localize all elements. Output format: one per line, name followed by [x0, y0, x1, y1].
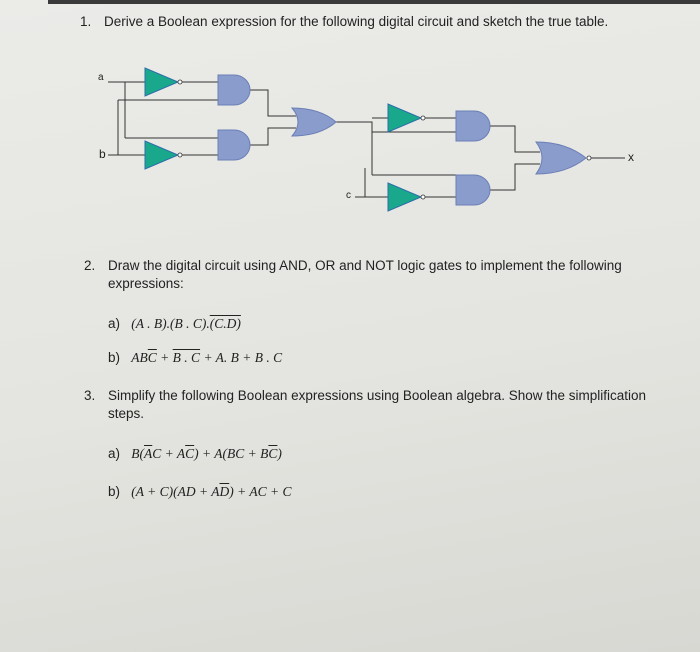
- and-gates: [218, 75, 490, 205]
- q2-b-expr-p3: + A. B + B . C: [200, 350, 283, 365]
- q3-a-p2-bar: $\overline{C}$: [185, 446, 195, 461]
- q3-a-p3: ) + A(BC + B: [194, 446, 269, 461]
- q2-b-expr-p2-bar: B . C: [172, 350, 201, 365]
- circuit-wires: [108, 82, 625, 197]
- q3-b-p1: (A + C)(AD + A: [131, 484, 220, 499]
- buffer-gate-3: [388, 104, 421, 132]
- q3-b-item: [108, 484, 291, 500]
- q3-a-label: a): [108, 446, 121, 461]
- q2-text-line2: expressions:: [108, 276, 184, 291]
- output-bubble: [587, 156, 591, 160]
- q2-b-item: [108, 350, 282, 366]
- or-gate-1: [292, 108, 336, 136]
- q2-b-expr-p1: AB: [131, 350, 148, 365]
- q3-b-p1-bar: $\overline{D}$: [219, 484, 230, 499]
- logic-circuit-diagram: [0, 0, 700, 240]
- q2-b-expr-p1-bar: $\overline{C}$: [147, 350, 157, 365]
- q2-text-line1: Draw the digital circuit using AND, OR and NOT logic gates to implement the following: [108, 258, 622, 273]
- q3-text-line2: steps.: [108, 406, 145, 421]
- output-label-x: x: [628, 150, 634, 164]
- or-gate-2: [536, 142, 586, 174]
- q3-a-p2: C + A: [152, 446, 186, 461]
- buffer-gates: [145, 68, 425, 211]
- q3-number: 3.: [84, 388, 96, 403]
- q2-number: 2.: [84, 258, 96, 273]
- and-gate-1: [218, 75, 250, 105]
- q2-a-label: a): [108, 316, 121, 331]
- input-label-b: b: [99, 147, 106, 161]
- q3-b-p2: ) + AC + C: [229, 484, 292, 499]
- q3-a-p3-bar: $\overline{C}$: [268, 446, 278, 461]
- q3-a-p1: B(: [131, 446, 145, 461]
- input-label-c: c: [346, 190, 351, 201]
- q3-b-label: b): [108, 484, 121, 499]
- q3-a-item: [108, 446, 282, 462]
- q2-b-label: b): [108, 350, 121, 365]
- buffer-gate-b: [145, 141, 178, 169]
- q2-a-expr: (A . B).(B . C).: [131, 316, 210, 331]
- input-label-a: a: [98, 72, 104, 83]
- q1-number: 1.: [80, 14, 92, 29]
- and-gate-3: [456, 111, 490, 141]
- buffer-gate-c: [388, 183, 421, 211]
- and-gate-2: [218, 130, 250, 160]
- q3-a-p4: ): [277, 446, 282, 461]
- q3-a-p1-bar: $\overline{A}$: [144, 446, 153, 461]
- buffer-gate-a: [145, 68, 178, 96]
- q1-text: Derive a Boolean expression for the following digital circuit and sketch the true table.: [104, 14, 609, 29]
- q2-a-expr-bar: (C.D): [209, 316, 241, 331]
- q2-b-expr-p2: +: [156, 350, 173, 365]
- q3-text-line1: Simplify the following Boolean expressions using Boolean algebra. Show the simplification: [108, 388, 647, 403]
- q2-a-item: [108, 316, 241, 332]
- and-gate-4: [456, 175, 490, 205]
